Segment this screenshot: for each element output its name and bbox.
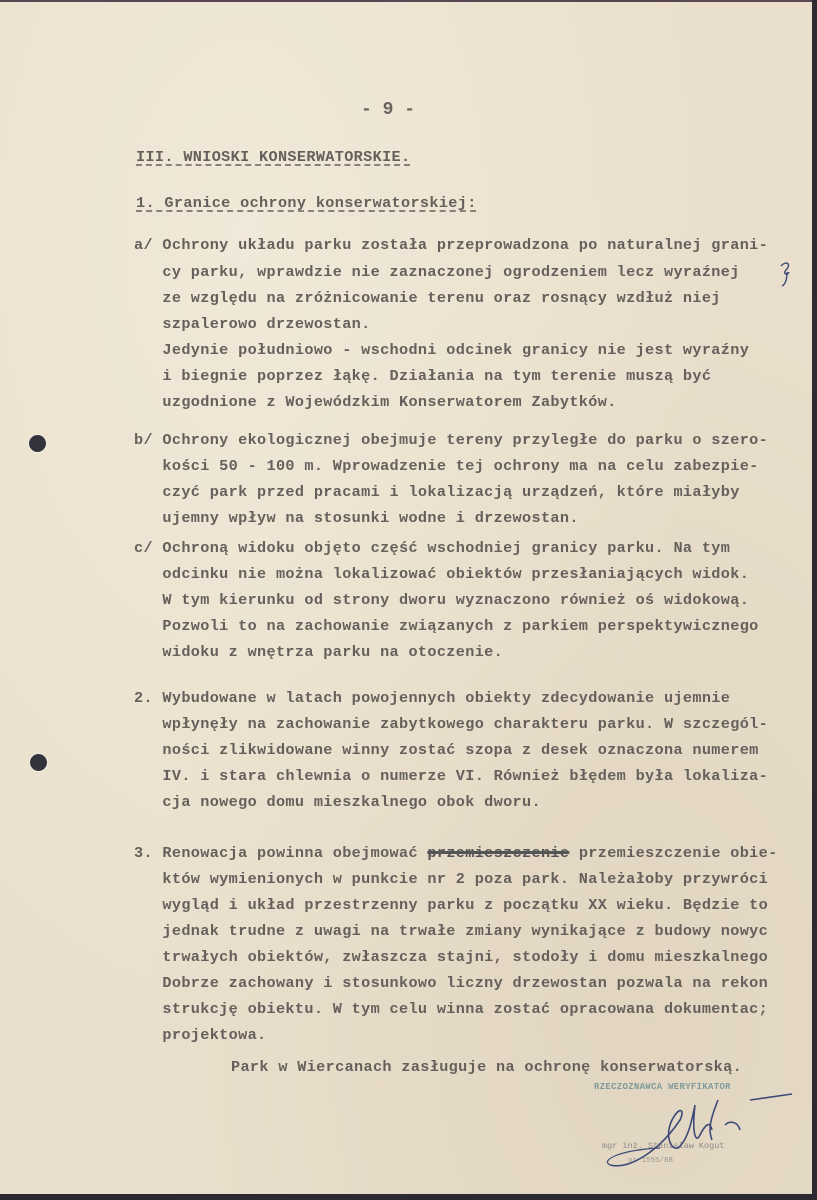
para-a-line: cy parku, wprawdzie nie zaznaczonej ogrodzeniem lecz wyraźnej <box>134 263 740 281</box>
point-2-line: IV. i stara chlewnia o numerze VI. Również błędem była lokaliza- <box>134 767 769 785</box>
point-3-text-after: przemieszczenie obie- <box>569 844 778 862</box>
punch-hole-top <box>29 435 46 452</box>
point-3-line: jednak trudne z uwagi na trwałe zmiany wynikające z budowy nowyc <box>134 922 769 940</box>
point-2-line: ności zlikwidowane winny zostać szopa z desek oznaczona numerem <box>134 741 759 759</box>
point-3-line: Dobrze zachowany i stosunkowo liczny drzewostan pozwala na rekon <box>134 974 769 992</box>
point-2-line: cja nowego domu mieszkalnego obok dworu. <box>134 793 541 811</box>
point-3-line: projektowa. <box>134 1026 267 1044</box>
point-3-first-line <box>134 846 778 861</box>
point-2-line: 2. Wybudowane w latach powojennych obiekty zdecydowanie ujemnie <box>134 689 731 707</box>
stamp-name: mgr inż. Stanisław Kogut <box>602 1141 725 1151</box>
stamp-number: nr 1555/88 <box>628 1157 674 1165</box>
point-3-line: któw wymienionych w punkcie nr 2 poza park. Należałoby przywróci <box>134 870 769 888</box>
para-b-line: b/ Ochrony ekologicznej obejmuje tereny przyległe do parku o szero- <box>134 431 769 449</box>
para-c-line: W tym kierunku od strony dworu wyznaczono również oś widokową. <box>134 591 750 609</box>
signature <box>600 1090 800 1170</box>
page-number: - 9 - <box>361 100 416 120</box>
para-a-line: uzgodnione z Wojewódzkim Konserwatorem Zabytków. <box>134 393 617 411</box>
para-c-line: odcinku nie można lokalizować obiektów przesłaniających widok. <box>134 565 750 583</box>
stamp-title: RZECZOZNAWCA WERYFIKATOR <box>594 1082 731 1092</box>
para-c-line: c/ Ochroną widoku objęto część wschodniej granicy parku. Na tym <box>134 539 731 557</box>
scan-bottom-edge <box>0 1194 817 1200</box>
para-a-line: szpalerowo drzewostan. <box>134 315 371 333</box>
para-b-line: ujemny wpływ na stosunki wodne i drzewostan. <box>134 509 579 527</box>
para-a-line: Jedynie południowo - wschodni odcinek granicy nie jest wyraźny <box>134 341 750 359</box>
point-3-line: strukcję obiektu. W tym celu winna zostać opracowana dokumentac; <box>134 1000 769 1018</box>
para-a-line: i biegnie poprzez łąkę. Działania na tym terenie muszą być <box>134 367 712 385</box>
section-title: III. WNIOSKI KONSERWATORSKIE. <box>136 148 411 166</box>
point-3-line: trwałych obiektów, zwłaszcza stajni, stodoły i domu mieszkalnego <box>134 948 769 966</box>
point-3-line: wygląd i układ przestrzenny parku z początku XX wieku. Będzie to <box>134 896 769 914</box>
para-b-line: kości 50 - 100 m. Wprowadzenie tej ochrony ma na celu zabezpie- <box>134 457 759 475</box>
scan-right-edge <box>812 0 817 1200</box>
conclusion: Park w Wiercanach zasługuje na ochronę konserwatorską. <box>231 1058 743 1076</box>
scan-top-edge <box>0 0 817 2</box>
punch-hole-bottom <box>30 754 47 771</box>
point-3-text-before: 3. Renowacja powinna obejmować <box>134 844 428 862</box>
subsection-title: 1. Granice ochrony konserwatorskiej: <box>136 194 477 212</box>
point-2-line: wpłynęły na zachowanie zabytkowego charakteru parku. W szczegól- <box>134 715 769 733</box>
para-a-line: a/ Ochrony układu parku została przeprowadzona po naturalnej grani- <box>134 236 769 254</box>
para-c-line: Pozwoli to na zachowanie związanych z parkiem perspektywicznego <box>134 617 759 635</box>
struck-out-word: przemieszczenie <box>427 844 570 862</box>
handwritten-correction-mark <box>778 258 794 288</box>
para-c-line: widoku z wnętrza parku na otoczenie. <box>134 643 504 661</box>
para-a-line: ze względu na zróżnicowanie terenu oraz rosnący wzdłuż niej <box>134 289 721 307</box>
para-b-line: czyć park przed pracami i lokalizacją urządzeń, które miałyby <box>134 483 740 501</box>
